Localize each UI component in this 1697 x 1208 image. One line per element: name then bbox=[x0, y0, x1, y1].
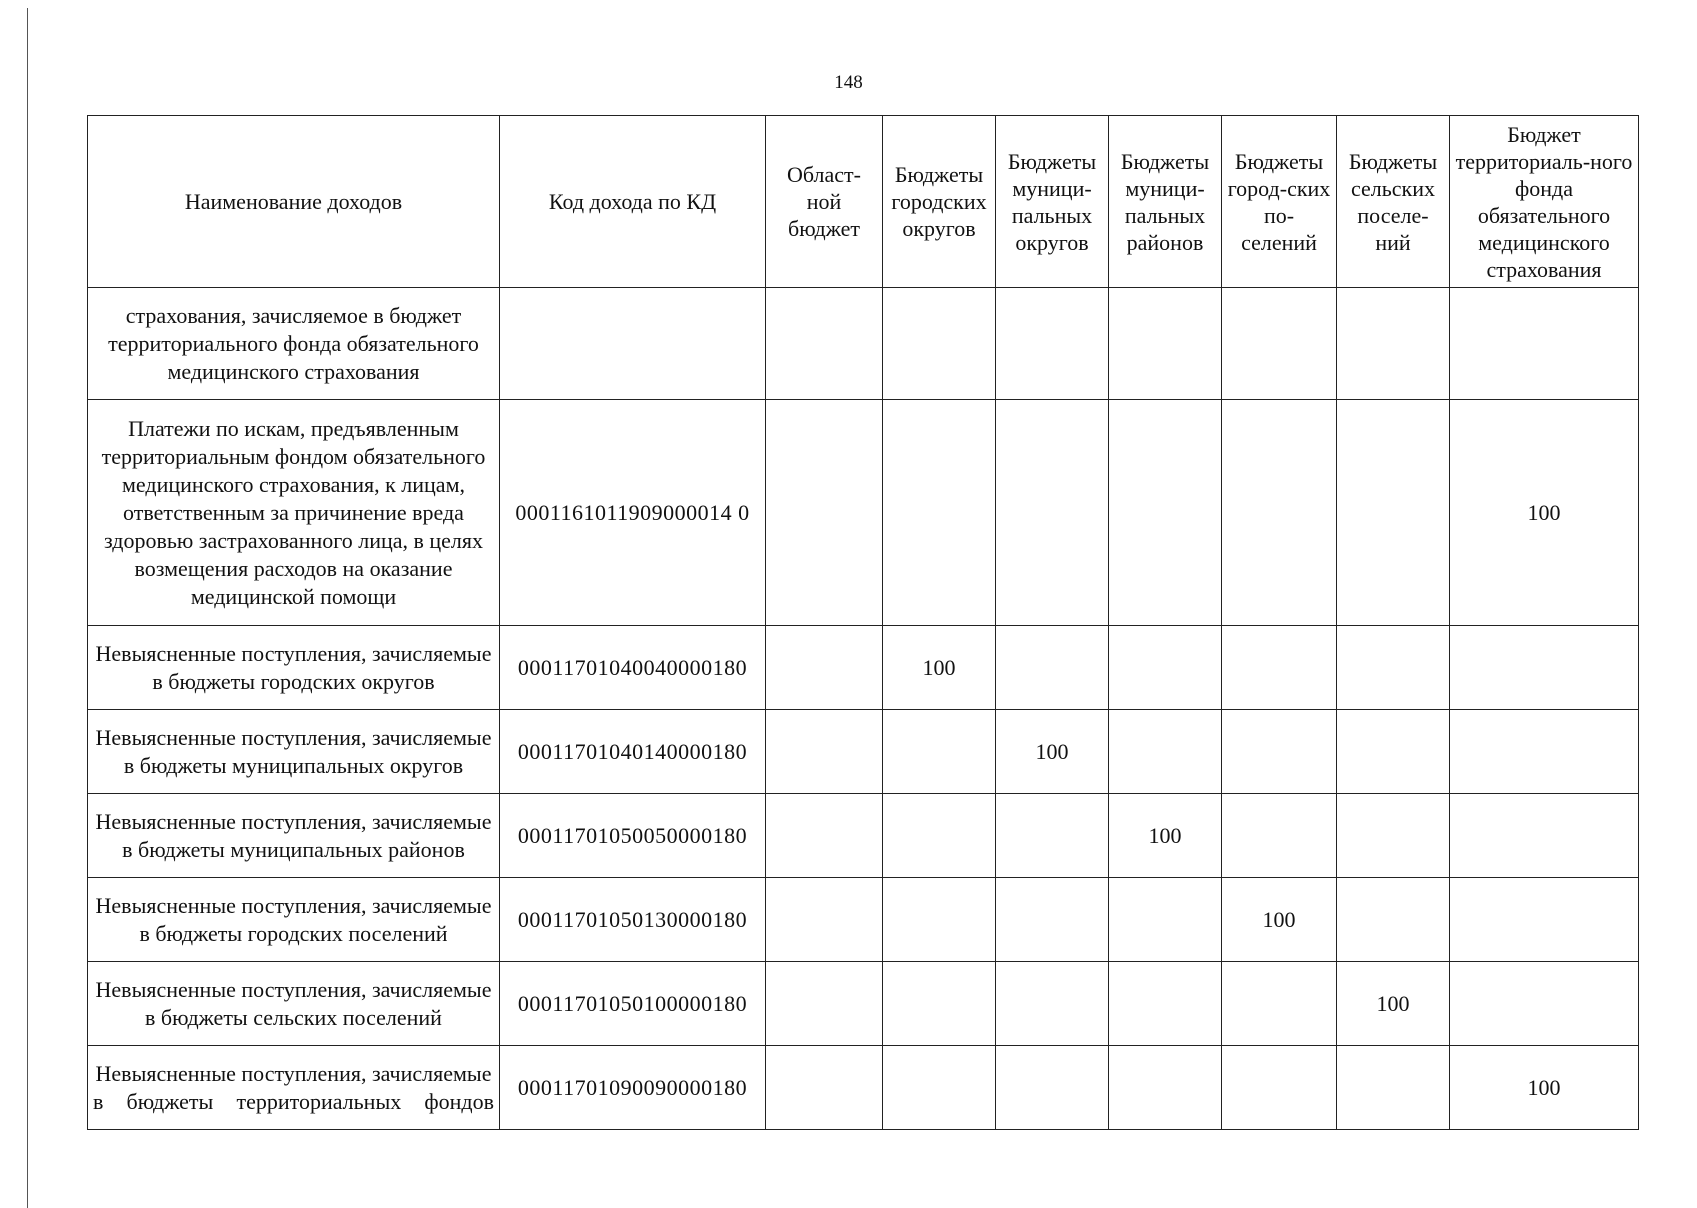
value-cell bbox=[1450, 626, 1639, 710]
value-cell bbox=[1337, 1046, 1450, 1130]
income-name-cell: Невыясненные поступления, зачисляемые в бюджеты сельских поселений bbox=[88, 962, 500, 1046]
table-row bbox=[88, 626, 1639, 710]
table-row bbox=[88, 962, 1639, 1046]
value-cell bbox=[1222, 400, 1337, 626]
value-cell bbox=[1109, 962, 1222, 1046]
header-row bbox=[88, 116, 1639, 288]
value-cell bbox=[766, 1046, 883, 1130]
value-cell bbox=[1450, 710, 1639, 794]
value-cell bbox=[1337, 710, 1450, 794]
value-cell bbox=[996, 962, 1109, 1046]
income-name-cell: Невыясненные поступления, зачисляемые в бюджеты муниципальных районов bbox=[88, 794, 500, 878]
income-distribution-table bbox=[87, 115, 1639, 1130]
value-cell bbox=[1337, 878, 1450, 962]
table-row bbox=[88, 400, 1639, 626]
income-code-cell: 0001161011909000014 0 bbox=[500, 400, 766, 626]
value-cell bbox=[996, 1046, 1109, 1130]
value-cell bbox=[996, 878, 1109, 962]
value-cell bbox=[1450, 878, 1639, 962]
value-cell bbox=[883, 794, 996, 878]
income-name-cell: Невыясненные поступления, зачисляемые в бюджеты городских поселений bbox=[88, 878, 500, 962]
header-rural-settlements: Бюджеты сельских поселе-ний bbox=[1337, 116, 1450, 288]
value-cell bbox=[883, 962, 996, 1046]
table-row bbox=[88, 878, 1639, 962]
value-cell bbox=[1109, 400, 1222, 626]
value-cell bbox=[996, 794, 1109, 878]
value-cell bbox=[1222, 626, 1337, 710]
header-urban-settlements: Бюджеты город-ских по-селений bbox=[1222, 116, 1337, 288]
value-cell bbox=[883, 1046, 996, 1130]
income-code-cell: 00011701090090000180 bbox=[500, 1046, 766, 1130]
value-cell bbox=[1222, 794, 1337, 878]
income-name-cell: страхования, зачисляемое в бюджет территориального фонда обязательного медицинского страхования bbox=[88, 288, 500, 400]
value-cell bbox=[883, 400, 996, 626]
value-cell bbox=[1109, 710, 1222, 794]
value-cell bbox=[1109, 1046, 1222, 1130]
income-name-cell: Невыясненные поступления, зачисляемые в бюджеты территориальных фондов bbox=[88, 1046, 500, 1130]
value-cell bbox=[1337, 626, 1450, 710]
income-name-cell: Платежи по искам, предъявленным территориальным фондом обязательного медицинского страхования, к лицам, ответственным за причинение вреда здоровью застрахованного лица, в целях возмещения расходов на оказание медицинской помощи bbox=[88, 400, 500, 626]
value-cell bbox=[1337, 400, 1450, 626]
value-cell: 100 bbox=[883, 626, 996, 710]
value-cell bbox=[883, 288, 996, 400]
header-income-name: Наименование доходов bbox=[88, 116, 500, 288]
header-income-code: Код дохода по КД bbox=[500, 116, 766, 288]
income-name-cell: Невыясненные поступления, зачисляемые в бюджеты городских округов bbox=[88, 626, 500, 710]
page-number: 148 bbox=[834, 72, 863, 93]
value-cell bbox=[1109, 288, 1222, 400]
value-cell bbox=[766, 878, 883, 962]
value-cell bbox=[1222, 710, 1337, 794]
income-name-cell: Невыясненные поступления, зачисляемые в бюджеты муниципальных округов bbox=[88, 710, 500, 794]
value-cell bbox=[883, 878, 996, 962]
value-cell: 100 bbox=[1450, 1046, 1639, 1130]
value-cell bbox=[766, 400, 883, 626]
binding-line bbox=[27, 8, 28, 1208]
value-cell bbox=[883, 710, 996, 794]
header-health-fund: Бюджет территориаль-ного фонда обязательного медицинского страхования bbox=[1450, 116, 1639, 288]
income-code-cell: 00011701050050000180 bbox=[500, 794, 766, 878]
table-row bbox=[88, 794, 1639, 878]
value-cell bbox=[766, 794, 883, 878]
header-municipal-raions: Бюджеты муници-пальных районов bbox=[1109, 116, 1222, 288]
income-code-cell: 00011701050130000180 bbox=[500, 878, 766, 962]
value-cell bbox=[996, 288, 1109, 400]
value-cell bbox=[1450, 962, 1639, 1046]
value-cell bbox=[996, 400, 1109, 626]
value-cell bbox=[1222, 962, 1337, 1046]
income-code-cell: 00011701050100000180 bbox=[500, 962, 766, 1046]
value-cell bbox=[1109, 878, 1222, 962]
header-municipal-districts: Бюджеты муници-пальных округов bbox=[996, 116, 1109, 288]
table-row bbox=[88, 288, 1639, 400]
value-cell: 100 bbox=[1222, 878, 1337, 962]
value-cell: 100 bbox=[1450, 400, 1639, 626]
value-cell bbox=[1222, 288, 1337, 400]
value-cell bbox=[1337, 288, 1450, 400]
value-cell bbox=[766, 626, 883, 710]
value-cell bbox=[1450, 288, 1639, 400]
value-cell bbox=[1450, 794, 1639, 878]
value-cell bbox=[1222, 1046, 1337, 1130]
table-row bbox=[88, 710, 1639, 794]
value-cell bbox=[996, 626, 1109, 710]
value-cell bbox=[766, 288, 883, 400]
income-code-cell: 00011701040040000180 bbox=[500, 626, 766, 710]
value-cell bbox=[1109, 626, 1222, 710]
value-cell bbox=[766, 962, 883, 1046]
value-cell bbox=[1337, 794, 1450, 878]
value-cell bbox=[766, 710, 883, 794]
header-city-districts: Бюджеты городских округов bbox=[883, 116, 996, 288]
income-code-cell bbox=[500, 288, 766, 400]
value-cell: 100 bbox=[1337, 962, 1450, 1046]
header-regional-budget: Област-ной бюджет bbox=[766, 116, 883, 288]
income-code-cell: 00011701040140000180 bbox=[500, 710, 766, 794]
value-cell: 100 bbox=[1109, 794, 1222, 878]
table-row bbox=[88, 1046, 1639, 1130]
value-cell: 100 bbox=[996, 710, 1109, 794]
